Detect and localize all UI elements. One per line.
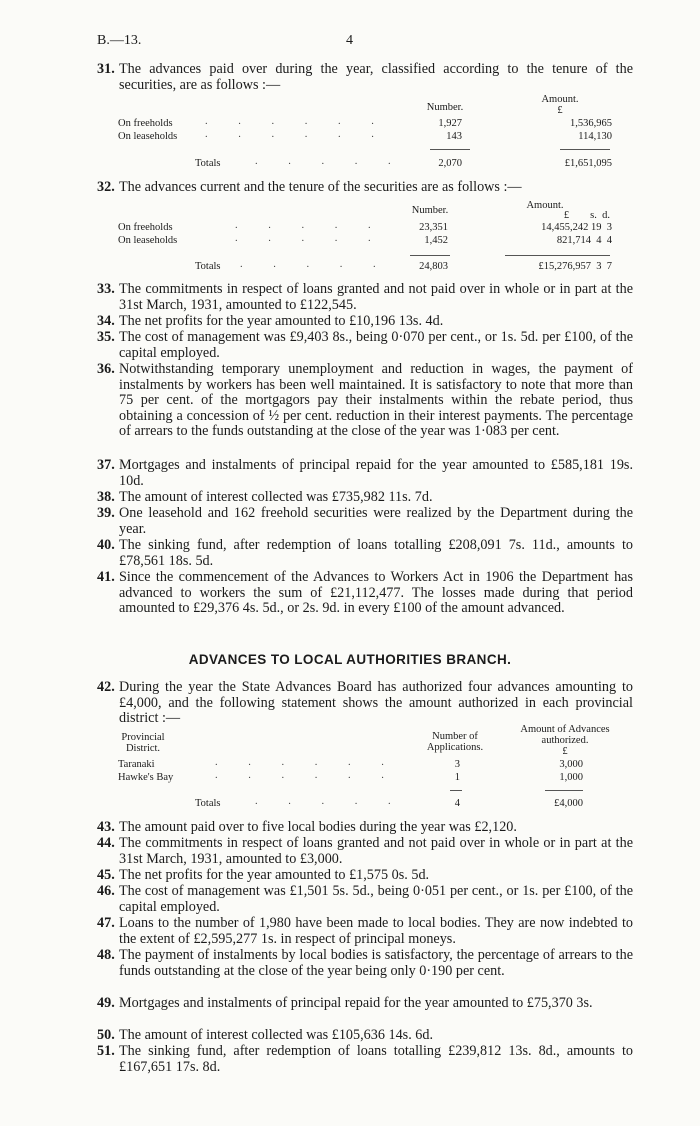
column-header-district: District. xyxy=(125,743,161,754)
paragraph-text: The amount of interest collected was £735,982 11s. 7d. xyxy=(119,489,433,505)
paragraph-number: 31. xyxy=(97,61,115,77)
row-amount: 3,000 xyxy=(559,759,583,770)
column-header-amount: Amount of Advances xyxy=(520,724,610,735)
paragraph-number: 42. xyxy=(97,679,115,695)
totals-amount: £15,276,957 3 7 xyxy=(538,261,612,272)
paragraph-text: Mortgages and instalments of principal repaid for the year amounted to £75,370 3s. xyxy=(119,995,593,1011)
paragraph-text: Since the commencement of the Advances to Workers Act in 1906 the Department has advanced to workers the sum of £21,112,477. The losses made during that period amounted to £29,376 4s. 5d., or 2s. 9d. in every £100 of the amount advanced. xyxy=(119,569,633,617)
totals-label: Totals xyxy=(195,158,221,169)
paragraph-text: The cost of management was £1,501 5s. 5d., being 0·051 per cent., or 1s. per £100, of the capital employed. xyxy=(119,883,633,915)
paragraph-45 xyxy=(97,868,633,884)
paragraph-text: The advances paid over during the year, classified according to the tenure of the securities, are as follows :— xyxy=(119,61,633,93)
row-number: 143 xyxy=(446,131,462,142)
column-header-applications: Applications. xyxy=(426,742,484,753)
row-label: On leaseholds xyxy=(118,131,178,142)
paragraph-text: During the year the State Advances Board has authorized four advances amounting to £4,000, and the following statement shows the amount authorized in each provincial district :— xyxy=(119,679,633,727)
paragraph-46 xyxy=(97,884,633,915)
column-header-unit: £ xyxy=(557,105,563,116)
paragraph-text: The sinking fund, after redemption of loans totalling £239,812 13s. 8d., amounts to £167,651 17s. 8d. xyxy=(119,1043,633,1075)
paragraph-text: The advances current and the tenure of the securities are as follows :— xyxy=(119,179,522,195)
paragraph-47 xyxy=(97,916,633,947)
paragraph-number: 34. xyxy=(97,313,115,329)
totals-number: 4 xyxy=(454,798,460,809)
row-number: 3 xyxy=(454,759,460,770)
paragraph-number: 39. xyxy=(97,505,115,521)
paragraph-text: Mortgages and instalments of principal repaid for the year amounted to £585,181 19s. 10d. xyxy=(119,457,633,489)
paragraph-number: 47. xyxy=(97,915,115,931)
row-amount: 1,000 xyxy=(559,772,583,783)
paragraph-31 xyxy=(97,62,633,93)
paragraph-35 xyxy=(97,330,633,361)
column-header-number: Number. xyxy=(426,102,464,113)
row-number: 1,452 xyxy=(424,235,448,246)
paragraph-44 xyxy=(97,836,633,867)
paragraph-number: 43. xyxy=(97,819,115,835)
paragraph-39 xyxy=(97,506,633,537)
totals-label: Totals xyxy=(195,798,221,809)
paragraph-text: The commitments in respect of loans granted and not paid over in whole or in part at the 31st March, 1931, amounted to £122,545. xyxy=(119,281,633,313)
paragraph-number: 35. xyxy=(97,329,115,345)
paragraph-number: 40. xyxy=(97,537,115,553)
paragraph-text: The amount paid over to five local bodies during the year was £2,120. xyxy=(119,819,517,835)
row-label: Hawke's Bay xyxy=(118,772,174,783)
paragraph-48 xyxy=(97,948,633,979)
section-title: ADVANCES TO LOCAL AUTHORITIES BRANCH. xyxy=(188,652,512,667)
paragraph-32 xyxy=(97,180,633,196)
paragraph-36 xyxy=(97,362,633,440)
row-label: On freeholds xyxy=(118,222,173,233)
column-header-number: Number. xyxy=(411,205,449,216)
column-header-district: Provincial xyxy=(121,732,165,743)
paragraph-text: Notwithstanding temporary unemployment and reduction in wages, the payment of instalments by workers has been well maintained. It is satisfactory to note that more than 75 per cent. of the mortgagors pay their instalments within the rebate period, thus obtaining a concession of ½ per cent. reduction in their interest payments. The percentage of arrears to the funds outstanding at the close of the year was 1·083 per cent. xyxy=(119,361,633,440)
row-amount: 1,536,965 xyxy=(570,118,612,129)
paragraph-42 xyxy=(97,680,633,727)
totals-amount: £1,651,095 xyxy=(564,158,612,169)
paragraph-34 xyxy=(97,314,633,330)
paragraph-number: 44. xyxy=(97,835,115,851)
paragraph-40 xyxy=(97,538,633,569)
paragraph-text: The net profits for the year amounted to £10,196 13s. 4d. xyxy=(119,313,444,329)
paragraph-number: 48. xyxy=(97,947,115,963)
paragraph-number: 33. xyxy=(97,281,115,297)
row-amount: 14,455,242 19 3 xyxy=(541,222,612,233)
paragraph-number: 37. xyxy=(97,457,115,473)
paragraph-51 xyxy=(97,1044,633,1075)
page-header-ref: B.—13. xyxy=(97,33,142,48)
row-label: On freeholds xyxy=(118,118,173,129)
paragraph-number: 38. xyxy=(97,489,115,505)
row-amount: 821,714 4 4 xyxy=(556,235,612,246)
paragraph-number: 49. xyxy=(97,995,115,1011)
paragraph-41 xyxy=(97,570,633,617)
paragraph-number: 51. xyxy=(97,1043,115,1059)
paragraph-text: The sinking fund, after redemption of loans totalling £208,091 7s. 11d., amounts to £78,561 18s. 5d. xyxy=(119,537,633,569)
row-number: 23,351 xyxy=(419,222,448,233)
row-label: Taranaki xyxy=(118,759,155,770)
column-header-amount: Amount. xyxy=(526,200,564,211)
row-number: 1 xyxy=(454,772,460,783)
paragraph-text: The commitments in respect of loans granted and not paid over in whole or in part at the 31st March, 1931, amounted to £3,000. xyxy=(119,835,633,867)
totals-number: 24,803 xyxy=(419,261,448,272)
paragraph-50 xyxy=(97,1028,633,1044)
column-header-units: £ s. d. xyxy=(563,210,610,221)
paragraph-43 xyxy=(97,820,633,836)
paragraph-text: The cost of management was £9,403 8s., being 0·070 per cent., or 1s. 5d. per £100, of the capital employed. xyxy=(119,329,633,361)
paragraph-number: 41. xyxy=(97,569,115,585)
paragraph-text: The net profits for the year amounted to £1,575 0s. 5d. xyxy=(119,867,430,883)
paragraph-number: 45. xyxy=(97,867,115,883)
row-amount: 114,130 xyxy=(578,131,612,142)
totals-label: Totals xyxy=(195,261,221,272)
row-number: 1,927 xyxy=(438,118,462,129)
totals-number: 2,070 xyxy=(438,158,462,169)
paragraph-text: The payment of instalments by local bodies is satisfactory, the percentage of arrears to the funds outstanding at the close of the year being only 0·190 per cent. xyxy=(119,947,633,979)
paragraph-49 xyxy=(97,996,633,1012)
column-header-amount: authorized. xyxy=(541,735,589,746)
paragraph-38 xyxy=(97,490,633,506)
paragraph-number: 32. xyxy=(97,179,115,195)
paragraph-37 xyxy=(97,458,633,489)
column-header-amount: Amount. xyxy=(541,94,579,105)
paragraph-text: The amount of interest collected was £105,636 14s. 6d. xyxy=(119,1027,434,1043)
paragraph-number: 36. xyxy=(97,361,115,377)
paragraph-number: 46. xyxy=(97,883,115,899)
page-number: 4 xyxy=(346,33,353,48)
paragraph-text: Loans to the number of 1,980 have been made to local bodies. They are now indebted to the extent of £2,595,277 1s. in respect of principal moneys. xyxy=(119,915,633,947)
column-header-unit: £ xyxy=(562,746,568,757)
row-label: On leaseholds xyxy=(118,235,178,246)
totals-amount: £4,000 xyxy=(554,798,583,809)
paragraph-text: One leasehold and 162 freehold securities were realized by the Department during the year. xyxy=(119,505,633,537)
column-header-applications: Number of xyxy=(432,731,478,742)
paragraph-33 xyxy=(97,282,633,313)
paragraph-number: 50. xyxy=(97,1027,115,1043)
